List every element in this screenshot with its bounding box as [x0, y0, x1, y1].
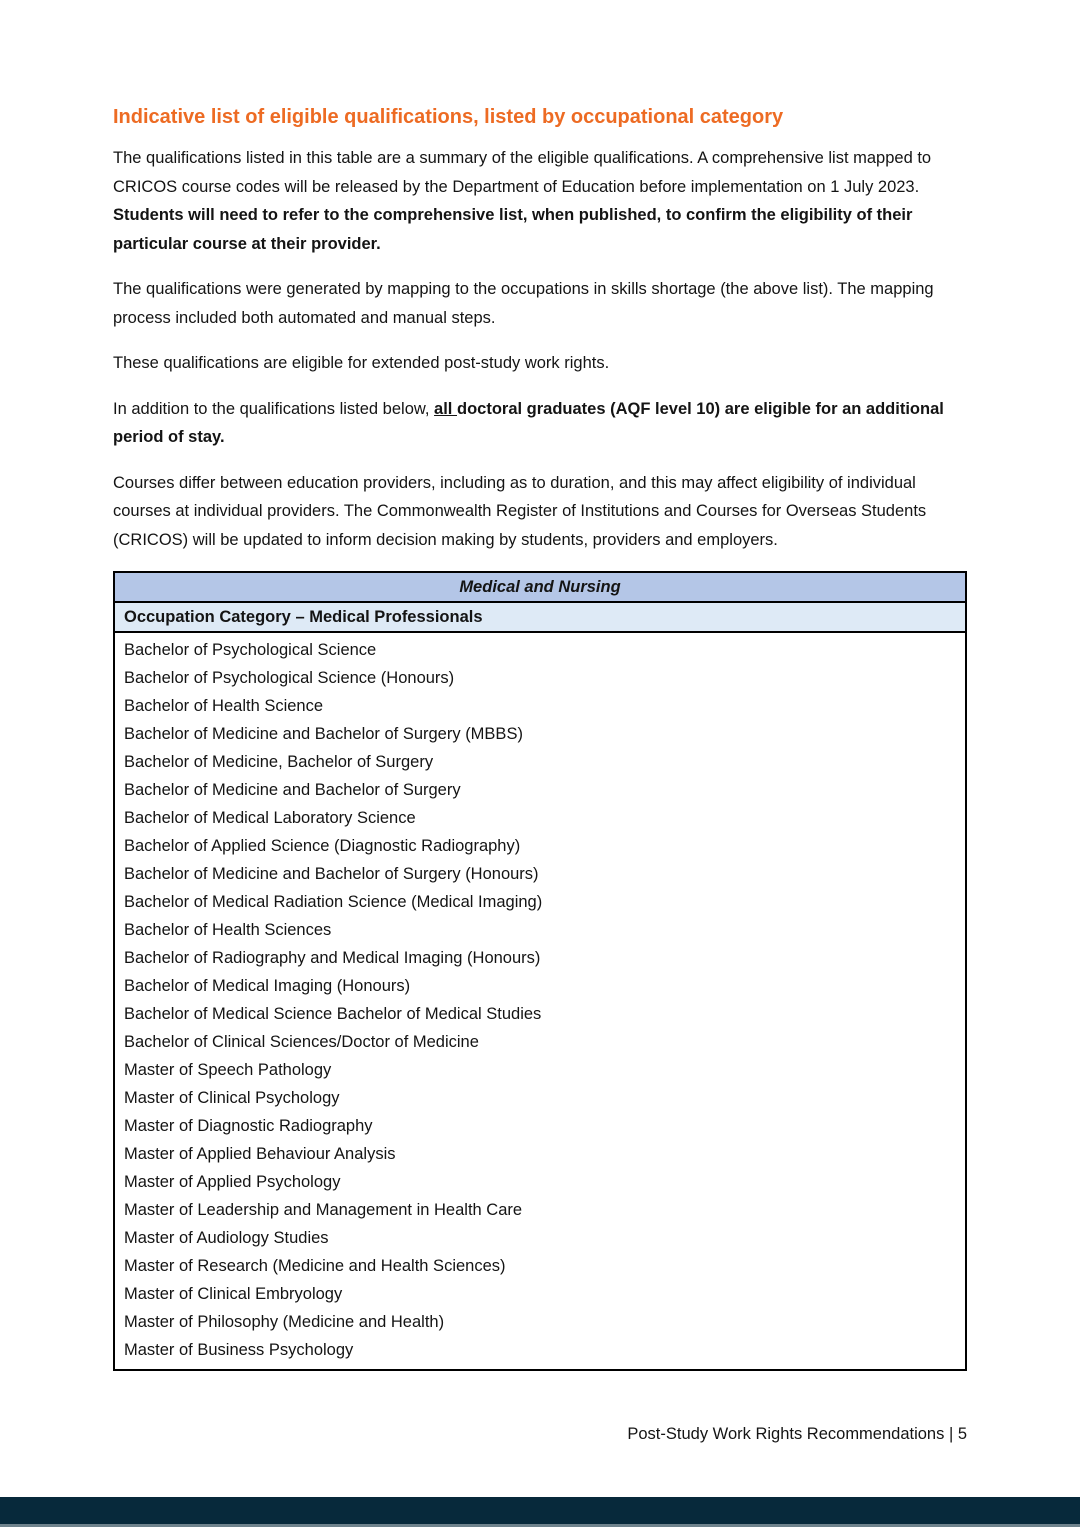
table-body	[115, 633, 965, 1369]
table-subheader-occupation-category: Occupation Category – Medical Professionals	[115, 603, 965, 633]
bottom-navy-bar	[0, 1497, 1080, 1527]
table-row: Master of Clinical Embryology	[124, 1285, 343, 1303]
table-row: Bachelor of Radiography and Medical Imaging (Honours)	[124, 949, 541, 967]
table-row: Bachelor of Medical Laboratory Science	[124, 809, 416, 827]
table-row: Master of Audiology Studies	[124, 1229, 329, 1247]
table-row: Bachelor of Clinical Sciences/Doctor of Medicine	[124, 1033, 479, 1051]
table-row: Master of Speech Pathology	[124, 1061, 332, 1079]
paragraph-comprehensive-list	[113, 144, 967, 258]
text-run: In addition to the qualifications listed below,	[113, 399, 435, 418]
paragraph-mapping	[113, 275, 967, 332]
table-row: Master of Applied Psychology	[124, 1173, 341, 1191]
table-row: Bachelor of Medical Radiation Science (Medical Imaging)	[124, 893, 543, 911]
table-row: Bachelor of Applied Science (Diagnostic Radiography)	[124, 837, 521, 855]
text-run: Courses differ between education providers, including as to duration, and this may affect eligibility of individual courses at individual providers. The Commonwealth Register of Institutions and Courses for Overseas Students (CRICOS) will be updated to inform decision making by students, providers and employers.	[113, 473, 927, 549]
paragraph-doctoral	[113, 395, 967, 452]
qualifications-table	[113, 571, 967, 1371]
table-row: Bachelor of Medicine, Bachelor of Surgery	[124, 753, 434, 771]
text-run: The qualifications were generated by mapping to the occupations in skills shortage (the above list). The mapping process included both automated and manual steps.	[113, 280, 934, 327]
table-row: Bachelor of Psychological Science	[124, 641, 377, 659]
table-row: Master of Research (Medicine and Health Sciences)	[124, 1257, 506, 1275]
text-run-bold-underline: all	[434, 399, 457, 418]
table-row: Bachelor of Medical Imaging (Honours)	[124, 977, 411, 995]
paragraph-eligibility	[113, 349, 967, 378]
table-row: Bachelor of Health Science	[124, 697, 324, 715]
table-row: Bachelor of Medical Science Bachelor of Medical Studies	[124, 1005, 542, 1023]
table-row: Bachelor of Medicine and Bachelor of Surgery (Honours)	[124, 865, 539, 883]
table-row: Master of Clinical Psychology	[124, 1089, 340, 1107]
table-row: Bachelor of Medicine and Bachelor of Surgery	[124, 781, 461, 799]
text-run: The qualifications listed in this table are a summary of the eligible qualifications. A comprehensive list mapped to CRICOS course codes will be released by the Department of Education before implementation on 1 July 2023.	[113, 149, 932, 196]
text-run: These qualifications are eligible for extended post-study work rights.	[113, 354, 610, 372]
table-row: Master of Applied Behaviour Analysis	[124, 1145, 396, 1163]
text-run-bold: doctoral graduates (AQF level 10) are eligible for an additional period of stay.	[113, 399, 944, 446]
table-row: Master of Diagnostic Radiography	[124, 1117, 373, 1135]
text-run-bold: Students will need to refer to the comprehensive list, when published, to confirm the eligibility of their particular course at their provider.	[113, 206, 913, 253]
table-title-medical-and-nursing: Medical and Nursing	[115, 573, 965, 603]
table-row: Bachelor of Psychological Science (Honours)	[124, 669, 455, 687]
page-title: Indicative list of eligible qualifications, listed by occupational category	[113, 106, 784, 128]
table-row: Master of Business Psychology	[124, 1341, 354, 1359]
table-row: Master of Leadership and Management in Health Care	[124, 1201, 523, 1219]
page-footer: Post-Study Work Rights Recommendations | 5	[627, 1425, 967, 1443]
table-row: Bachelor of Medicine and Bachelor of Surgery (MBBS)	[124, 725, 523, 743]
table-row: Bachelor of Health Sciences	[124, 921, 332, 939]
table-row: Master of Philosophy (Medicine and Health)	[124, 1313, 445, 1331]
paragraph-cricos	[113, 469, 967, 555]
